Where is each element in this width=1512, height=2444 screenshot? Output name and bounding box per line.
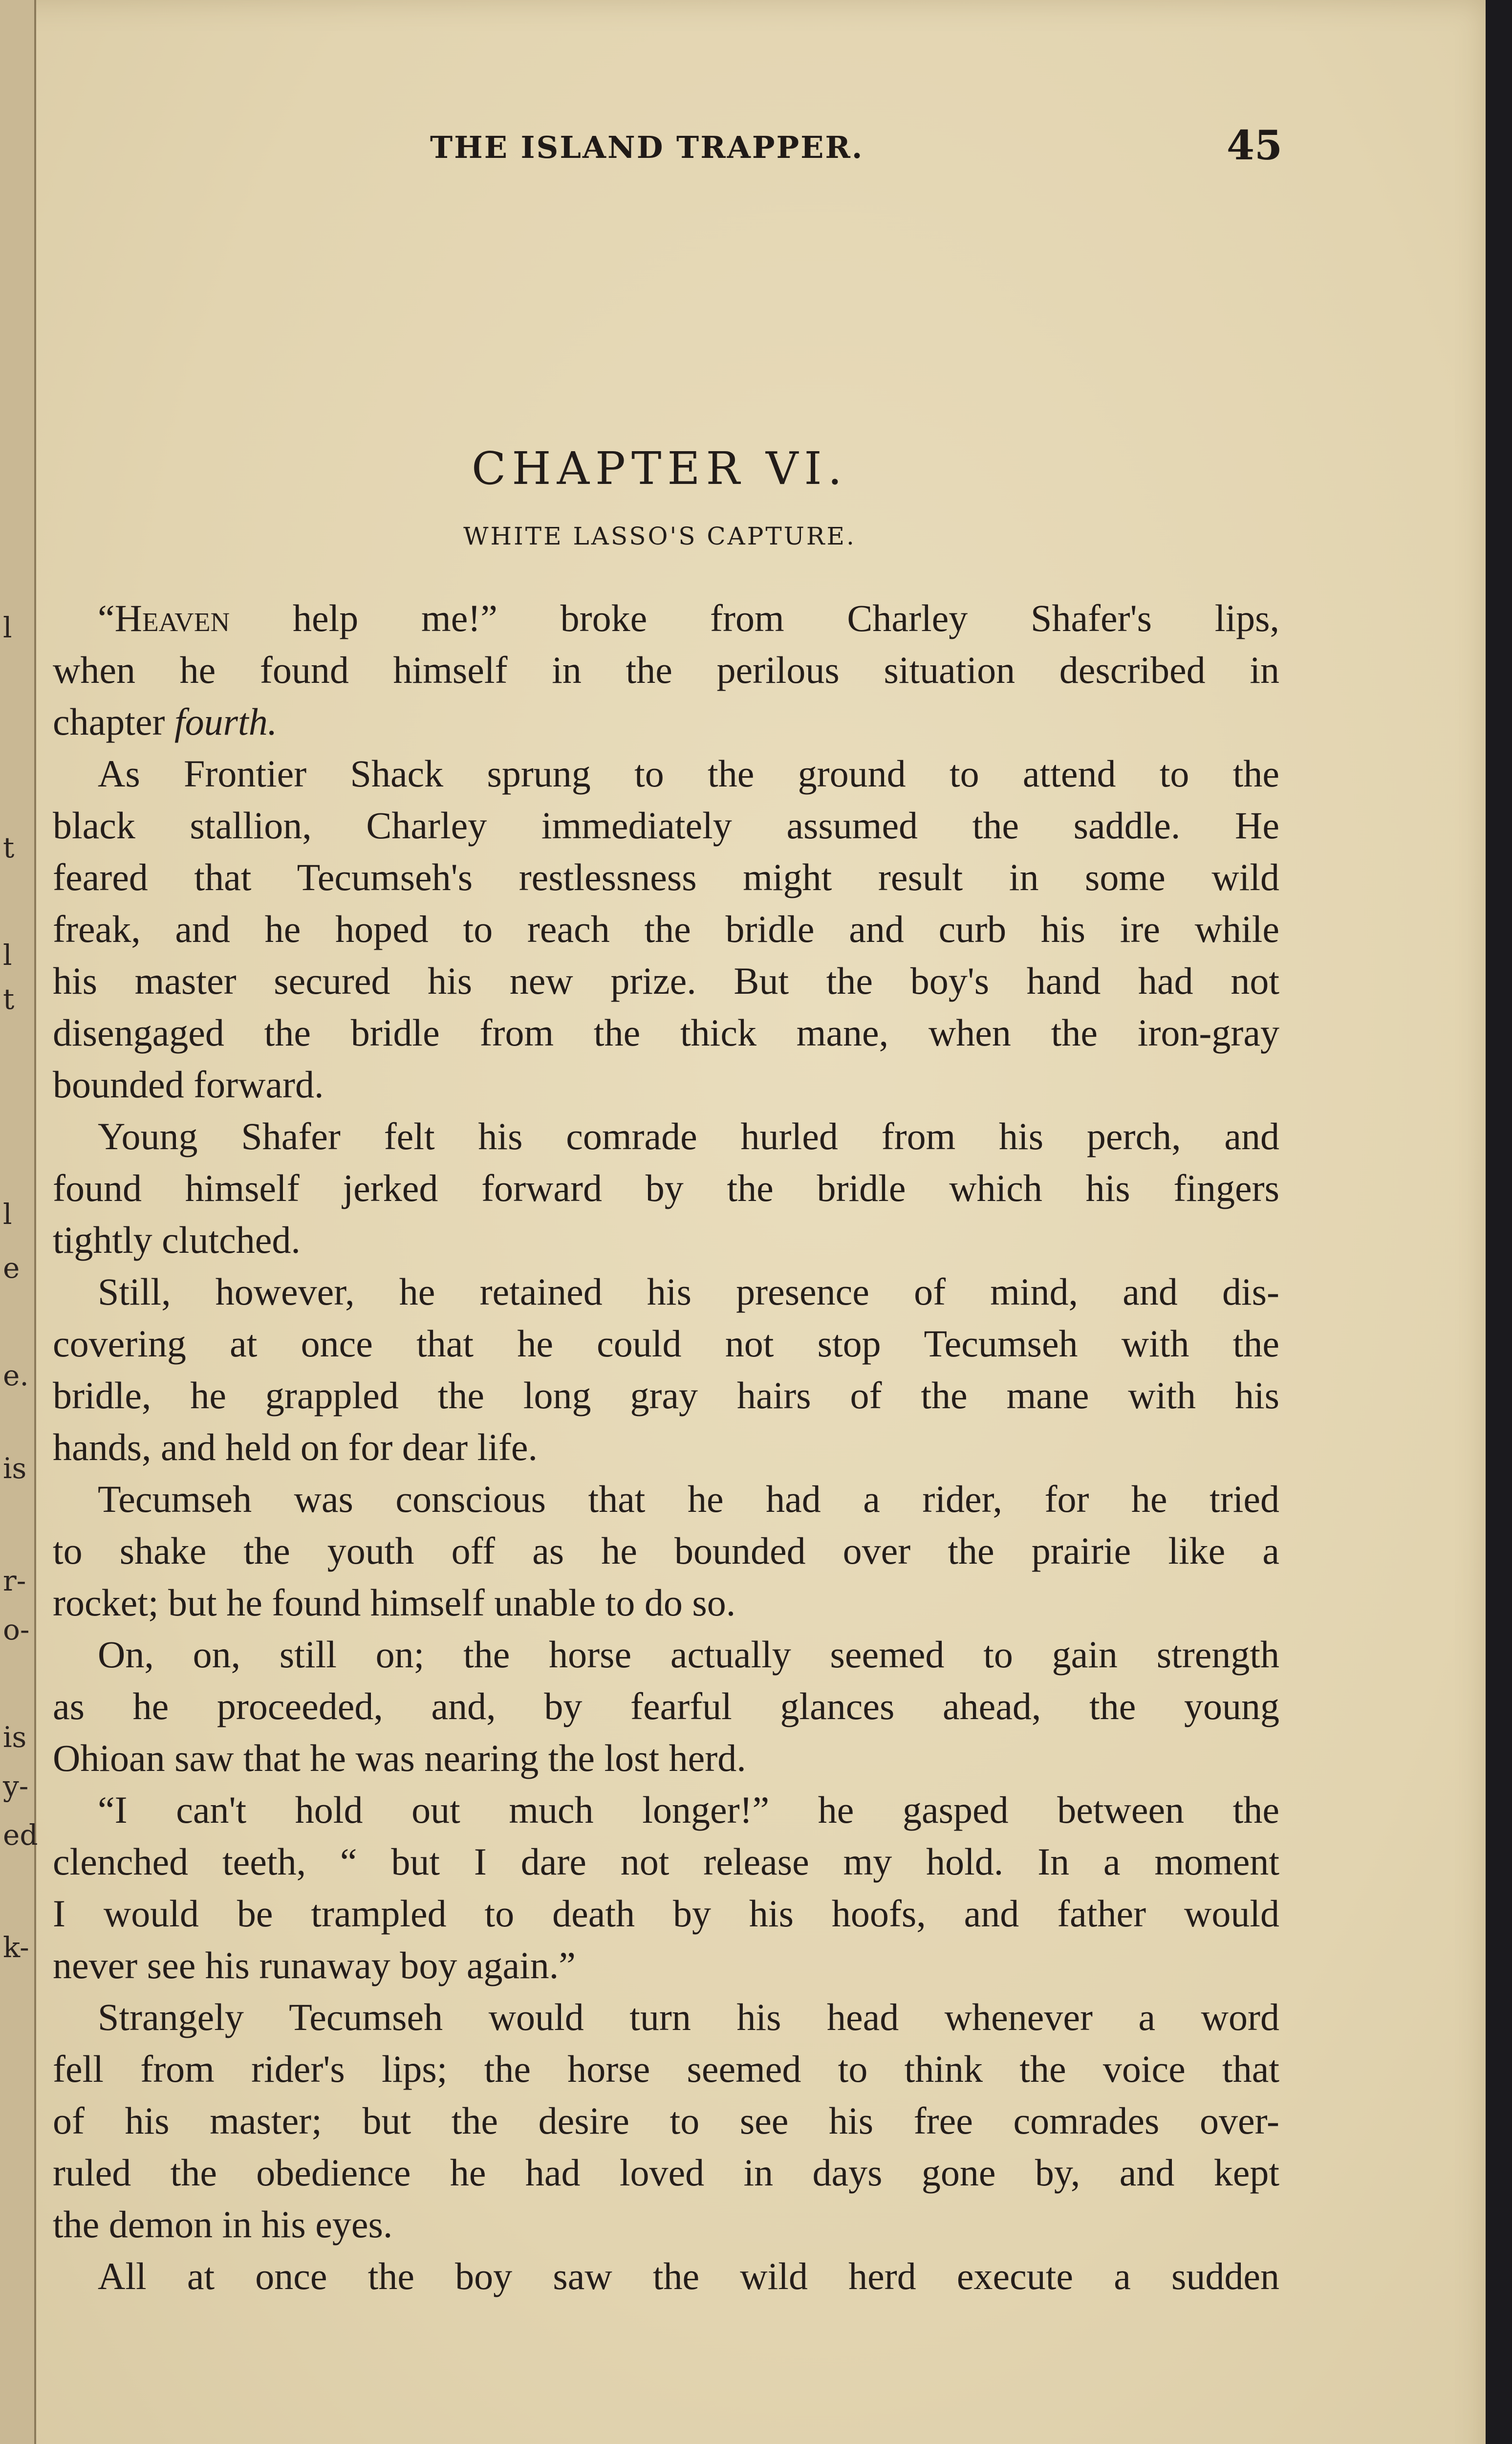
small-caps-word: Heaven <box>114 597 230 639</box>
line-text: black stallion, Charley immediately assumed the saddle. He <box>53 804 1279 847</box>
margin-fragment: y- <box>3 1769 29 1803</box>
line-text: Still, however, he retained his presence of mind, and dis- <box>98 1270 1279 1313</box>
line-text: Young Shafer felt his comrade hurled from his perch, and <box>98 1115 1279 1157</box>
line-text: clenched teeth, “ but I dare not release my hold. In a moment <box>53 1840 1279 1883</box>
text-line <box>53 1682 1279 1731</box>
text-line <box>53 1941 1279 1990</box>
chapter-subtitle: WHITE LASSO'S CAPTURE. <box>463 522 856 550</box>
adjacent-page-edge <box>0 0 36 2444</box>
margin-fragment: e. <box>3 1359 29 1392</box>
page-number: 45 <box>1227 122 1283 169</box>
text-line <box>98 1630 1279 1679</box>
line-text: “I can't hold out much longer!” he gasped between the <box>98 1789 1279 1831</box>
text-line <box>98 2252 1279 2301</box>
text-line <box>53 1060 1279 1109</box>
text-line <box>53 2096 1279 2145</box>
line-text: his master secured his new prize. But the boy's hand had not <box>53 960 1279 1002</box>
text-line <box>98 1475 1279 1524</box>
line-text: chapter <box>53 700 175 743</box>
margin-fragment: t <box>3 831 15 864</box>
margin-fragment: k- <box>3 1931 29 1964</box>
text-line <box>53 646 1279 695</box>
line-text: bridle, he grappled the long gray hairs of the mane with his <box>53 1374 1279 1417</box>
margin-fragment: e <box>3 1251 20 1285</box>
text-line <box>53 2200 1279 2249</box>
line-text: hands, and held on for dear life. <box>53 1426 538 1468</box>
text-line <box>53 698 1279 746</box>
running-head: THE ISLAND TRAPPER. <box>430 130 864 165</box>
text-line <box>53 1734 1279 1783</box>
chapter-title: CHAPTER VI. <box>471 442 848 495</box>
text-line <box>53 1371 1279 1420</box>
text-line <box>53 2045 1279 2094</box>
line-text: when he found himself in the perilous situation described in <box>53 649 1279 691</box>
line-text: Strangely Tecumseh would turn his head whenever a word <box>98 1996 1279 2038</box>
line-text: freak, and he hoped to reach the bridle and curb his ire while <box>53 908 1279 950</box>
margin-fragment: ed <box>3 1818 38 1852</box>
margin-fragment: r- <box>3 1564 26 1597</box>
text-line <box>98 1112 1279 1161</box>
line-text: tightly clutched. <box>53 1219 301 1261</box>
line-text: never see his runaway boy again.” <box>53 1944 576 1986</box>
text-line <box>53 1889 1279 1938</box>
text-line <box>53 1319 1279 1368</box>
opening-quote: “ <box>98 597 115 639</box>
text-line <box>98 594 1279 643</box>
text-line <box>53 1527 1279 1575</box>
line-text: As Frontier Shack sprung to the ground to attend to the <box>98 752 1279 795</box>
margin-fragment: o- <box>3 1613 30 1646</box>
line-text: On, on, still on; the horse actually seemed to gain strength <box>98 1633 1279 1676</box>
text-line <box>53 905 1279 954</box>
line-text: rocket; but he found himself unable to do so. <box>53 1581 736 1624</box>
line-text: of his master; but the desire to see his free comrades over- <box>53 2099 1279 2142</box>
margin-fragment: l <box>3 1198 12 1231</box>
text-line <box>98 1993 1279 2042</box>
text-line <box>53 1008 1279 1057</box>
text-line <box>98 749 1279 798</box>
line-text: All at once the boy saw the wild herd execute a sudden <box>98 2255 1279 2297</box>
margin-fragment: l <box>3 611 12 644</box>
line-text: bounded forward. <box>53 1063 324 1106</box>
line-text: ruled the obedience he had loved in days gone by, and kept <box>53 2151 1279 2194</box>
text-line <box>53 1216 1279 1265</box>
line-text: found himself jerked forward by the bridle which his fingers <box>53 1167 1279 1209</box>
text-line <box>53 801 1279 850</box>
text-line <box>53 853 1279 902</box>
line-text: as he proceeded, and, by fearful glances ahead, the young <box>53 1685 1279 1727</box>
margin-fragment: l <box>3 938 12 972</box>
margin-fragment: is <box>3 1452 27 1485</box>
italic-word: fourth. <box>174 700 278 743</box>
text-line <box>53 1578 1279 1627</box>
text-line <box>53 1164 1279 1213</box>
margin-fragment: t <box>3 982 15 1016</box>
line-text: Tecumseh was conscious that he had a rider, for he tried <box>98 1478 1279 1520</box>
line-text: the demon in his eyes. <box>53 2203 393 2246</box>
text-line <box>98 1786 1279 1834</box>
line-text: I would be trampled to death by his hoofs, and father would <box>53 1892 1279 1935</box>
text-line <box>98 1267 1279 1316</box>
line-text: fell from rider's lips; the horse seemed to think the voice that <box>53 2048 1279 2090</box>
text-line <box>53 1423 1279 1472</box>
line-text: Ohioan saw that he was nearing the lost herd. <box>53 1737 746 1779</box>
text-line <box>53 2148 1279 2197</box>
text-line <box>53 1837 1279 1886</box>
line-text: to shake the youth off as he bounded over the prairie like a <box>53 1529 1279 1572</box>
margin-fragment: is <box>3 1721 27 1754</box>
line-text: covering at once that he could not stop Tecumseh with the <box>53 1322 1279 1365</box>
line-text: feared that Tecumseh's restlessness might result in some wild <box>53 856 1279 898</box>
text-line <box>53 957 1279 1005</box>
line-text: help me!” broke from Charley Shafer's lips, <box>230 597 1279 639</box>
line-text: disengaged the bridle from the thick mane, when the iron-gray <box>53 1011 1279 1054</box>
